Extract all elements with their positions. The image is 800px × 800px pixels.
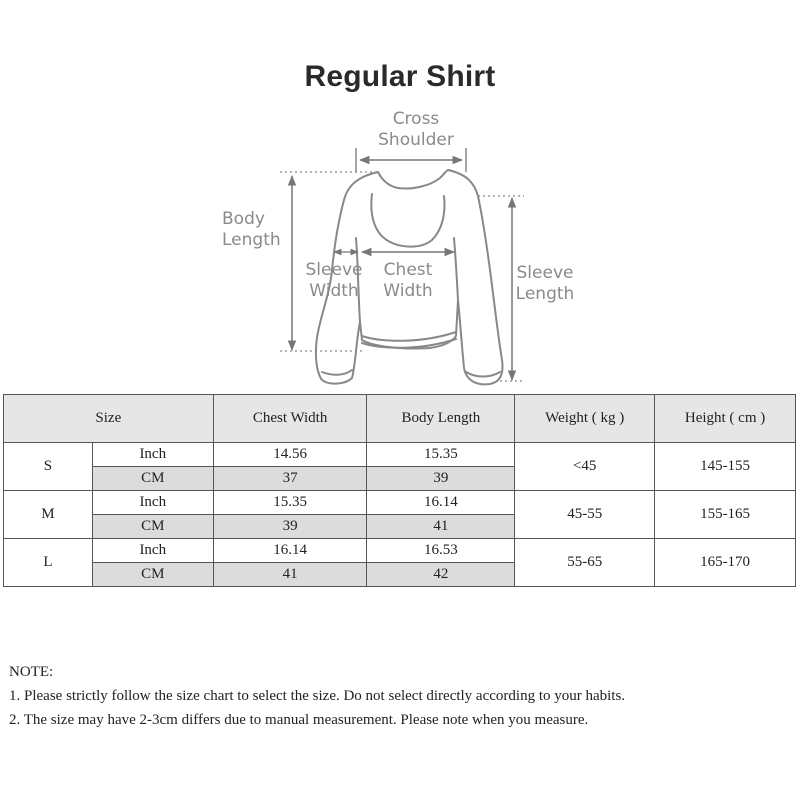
unit-cell: CM (92, 563, 213, 587)
header-chest-width: Chest Width (213, 395, 367, 443)
height-cell: 155-165 (655, 491, 796, 539)
chest-cell: 41 (213, 563, 367, 587)
header-size: Size (4, 395, 214, 443)
height-cell: 145-155 (655, 443, 796, 491)
table-header-row (4, 395, 796, 443)
chest-cell: 37 (213, 467, 367, 491)
height-cell: 165-170 (655, 539, 796, 587)
body-length-label: Body Length (222, 209, 281, 250)
body-cell: 42 (367, 563, 515, 587)
size-cell: S (4, 443, 93, 491)
unit-cell: CM (92, 515, 213, 539)
shirt-measurement-diagram (0, 0, 800, 395)
header-height: Height ( cm ) (655, 395, 796, 443)
body-cell: 16.53 (367, 539, 515, 563)
unit-cell: Inch (92, 491, 213, 515)
note-block (9, 660, 625, 732)
header-weight: Weight ( kg ) (515, 395, 655, 443)
sleeve-length-label: Sleeve Length (515, 263, 575, 304)
weight-cell: <45 (515, 443, 655, 491)
cross-shoulder-label: Cross Shoulder (378, 109, 454, 150)
size-cell: M (4, 491, 93, 539)
body-cell: 41 (367, 515, 515, 539)
chest-cell: 16.14 (213, 539, 367, 563)
page-title: Regular Shirt (304, 60, 496, 93)
unit-cell: Inch (92, 443, 213, 467)
weight-cell: 55-65 (515, 539, 655, 587)
weight-cell: 45-55 (515, 491, 655, 539)
chest-cell: 15.35 (213, 491, 367, 515)
chest-width-label: Chest Width (383, 260, 433, 301)
table-row (4, 491, 796, 515)
unit-cell: CM (92, 467, 213, 491)
size-cell: L (4, 539, 93, 587)
header-body-length: Body Length (367, 395, 515, 443)
note-line-2: 2. The size may have 2-3cm differs due to manual measurement. Please note when you measure. (9, 712, 589, 728)
note-line-1: 1. Please strictly follow the size chart to select the size. Do not select directly according to your habits. (9, 688, 626, 704)
note-heading: NOTE: (9, 664, 54, 680)
body-cell: 16.14 (367, 491, 515, 515)
body-cell: 15.35 (367, 443, 515, 467)
chest-cell: 14.56 (213, 443, 367, 467)
body-cell: 39 (367, 467, 515, 491)
table-row (4, 539, 796, 563)
table-row (4, 443, 796, 467)
size-chart-table (3, 394, 796, 587)
unit-cell: Inch (92, 539, 213, 563)
chest-cell: 39 (213, 515, 367, 539)
sleeve-width-label: Sleeve Width (305, 260, 363, 301)
